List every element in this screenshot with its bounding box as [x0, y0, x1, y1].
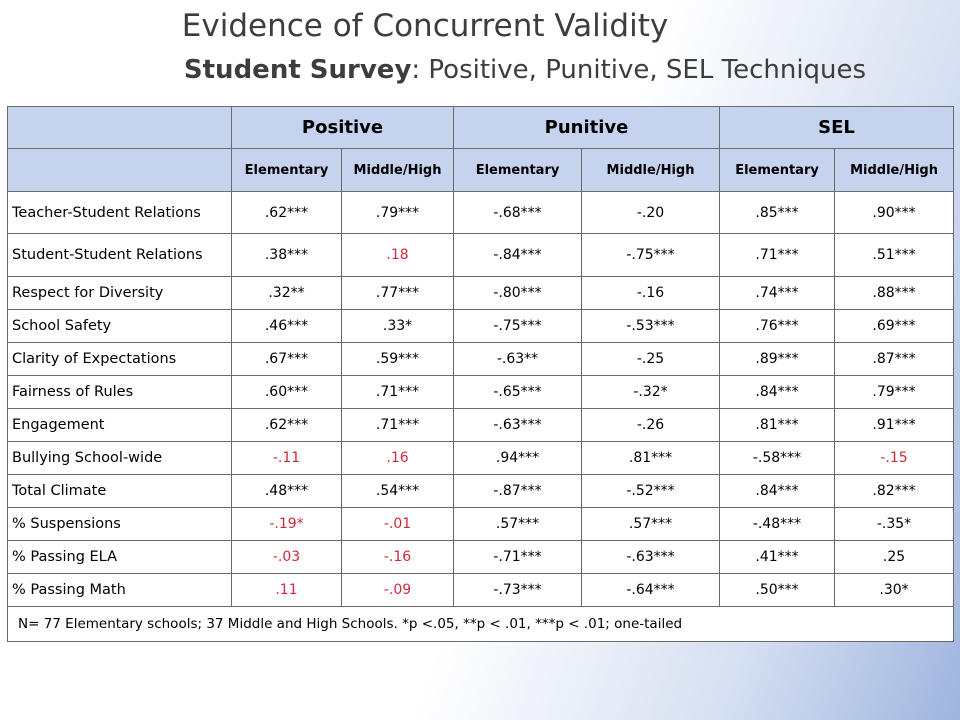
table-row: [8, 277, 954, 310]
correlation-cell: .90***: [835, 192, 954, 234]
correlation-cell: .50***: [720, 574, 835, 607]
group-header: Punitive: [454, 107, 720, 149]
correlation-cell: -.75***: [454, 310, 582, 343]
correlation-cell: -.48***: [720, 508, 835, 541]
correlation-cell: .74***: [720, 277, 835, 310]
row-label: Student-Student Relations: [8, 234, 232, 277]
correlation-cell: -.35*: [835, 508, 954, 541]
correlation-cell: -.20: [582, 192, 720, 234]
correlation-cell: .84***: [720, 376, 835, 409]
correlation-cell: .57***: [582, 508, 720, 541]
correlation-cell: .94***: [454, 442, 582, 475]
correlation-cell: .79***: [835, 376, 954, 409]
correlation-cell: -.16: [582, 277, 720, 310]
correlation-cell: -.84***: [454, 234, 582, 277]
correlation-cell: -.03: [232, 541, 342, 574]
row-label: % Passing Math: [8, 574, 232, 607]
correlation-cell: .54***: [342, 475, 454, 508]
correlation-cell: -.75***: [582, 234, 720, 277]
correlation-cell: .71***: [342, 376, 454, 409]
correlation-cell: .18: [342, 234, 454, 277]
correlation-cell: .16: [342, 442, 454, 475]
correlation-cell: -.25: [582, 343, 720, 376]
correlation-cell: .32**: [232, 277, 342, 310]
subtitle-bold: Student Survey: [183, 55, 412, 85]
subheader-cell: Middle/High: [342, 149, 454, 192]
subheader-cell: Elementary: [232, 149, 342, 192]
correlation-cell: .88***: [835, 277, 954, 310]
correlation-cell: -.11: [232, 442, 342, 475]
correlation-cell: .57***: [454, 508, 582, 541]
correlation-cell: .25: [835, 541, 954, 574]
correlation-cell: -.53***: [582, 310, 720, 343]
correlation-cell: -.68***: [454, 192, 582, 234]
row-label: Clarity of Expectations: [8, 343, 232, 376]
correlation-cell: .59***: [342, 343, 454, 376]
table-row: [8, 343, 954, 376]
correlation-cell: .48***: [232, 475, 342, 508]
correlation-cell: .33*: [342, 310, 454, 343]
subheader-cell: Elementary: [454, 149, 582, 192]
correlation-cell: -.63**: [454, 343, 582, 376]
table-row: [8, 574, 954, 607]
row-label: Fairness of Rules: [8, 376, 232, 409]
row-label: Teacher-Student Relations: [8, 192, 232, 234]
table-body: [8, 192, 954, 607]
subheader-cell: Middle/High: [582, 149, 720, 192]
corner-cell: [8, 107, 232, 149]
correlation-cell: -.32*: [582, 376, 720, 409]
correlation-cell: .11: [232, 574, 342, 607]
correlation-cell: .51***: [835, 234, 954, 277]
correlation-cell: -.87***: [454, 475, 582, 508]
slide-subtitle: [45, 50, 960, 90]
correlation-cell: -.16: [342, 541, 454, 574]
subheader-cell: Middle/High: [835, 149, 954, 192]
correlation-cell: .89***: [720, 343, 835, 376]
table-row: [8, 442, 954, 475]
correlation-cell: -.64***: [582, 574, 720, 607]
correlation-cell: .91***: [835, 409, 954, 442]
slide-title: Evidence of Concurrent Validity: [181, 8, 669, 44]
correlation-cell: -.15: [835, 442, 954, 475]
validity-table: [7, 106, 954, 642]
correlation-cell: -.80***: [454, 277, 582, 310]
correlation-cell: .85***: [720, 192, 835, 234]
correlation-cell: -.71***: [454, 541, 582, 574]
row-label: Engagement: [8, 409, 232, 442]
row-label: % Suspensions: [8, 508, 232, 541]
correlation-cell: .81***: [720, 409, 835, 442]
correlation-cell: .30*: [835, 574, 954, 607]
correlation-cell: -.63***: [582, 541, 720, 574]
table-row: [8, 475, 954, 508]
footnote: N= 77 Elementary schools; 37 Middle and High Schools. *p <.05, **p < .01, ***p < .01; one-tailed: [8, 607, 954, 642]
correlation-cell: -.58***: [720, 442, 835, 475]
correlation-cell: -.65***: [454, 376, 582, 409]
footnote-row: [8, 607, 954, 642]
table-row: [8, 541, 954, 574]
correlation-cell: .84***: [720, 475, 835, 508]
correlation-cell: .79***: [342, 192, 454, 234]
row-label: Total Climate: [8, 475, 232, 508]
correlation-cell: .46***: [232, 310, 342, 343]
row-label: School Safety: [8, 310, 232, 343]
row-label: Respect for Diversity: [8, 277, 232, 310]
correlation-cell: .77***: [342, 277, 454, 310]
group-header-row: [8, 107, 954, 149]
correlation-cell: -.01: [342, 508, 454, 541]
corner-cell: [8, 149, 232, 192]
table-row: [8, 192, 954, 234]
table-row: [8, 508, 954, 541]
subheader-row: [8, 149, 954, 192]
correlation-cell: .71***: [720, 234, 835, 277]
correlation-cell: .67***: [232, 343, 342, 376]
correlation-cell: .76***: [720, 310, 835, 343]
correlation-cell: .62***: [232, 192, 342, 234]
subheader-cell: Elementary: [720, 149, 835, 192]
correlation-cell: .87***: [835, 343, 954, 376]
correlation-cell: .69***: [835, 310, 954, 343]
group-header: Positive: [232, 107, 454, 149]
correlation-cell: -.63***: [454, 409, 582, 442]
correlation-cell: -.73***: [454, 574, 582, 607]
correlation-cell: .81***: [582, 442, 720, 475]
correlation-cell: .41***: [720, 541, 835, 574]
correlation-cell: .60***: [232, 376, 342, 409]
table-row: [8, 409, 954, 442]
row-label: Bullying School-wide: [8, 442, 232, 475]
correlation-cell: -.52***: [582, 475, 720, 508]
correlation-cell: .71***: [342, 409, 454, 442]
table-row: [8, 234, 954, 277]
table-row: [8, 310, 954, 343]
subtitle-rest: : Positive, Punitive, SEL Techniques: [411, 55, 867, 85]
table-row: [8, 376, 954, 409]
correlation-cell: -.19*: [232, 508, 342, 541]
correlation-cell: -.09: [342, 574, 454, 607]
group-header: SEL: [720, 107, 954, 149]
correlation-cell: .82***: [835, 475, 954, 508]
correlation-cell: .62***: [232, 409, 342, 442]
correlation-cell: .38***: [232, 234, 342, 277]
row-label: % Passing ELA: [8, 541, 232, 574]
correlation-cell: -.26: [582, 409, 720, 442]
